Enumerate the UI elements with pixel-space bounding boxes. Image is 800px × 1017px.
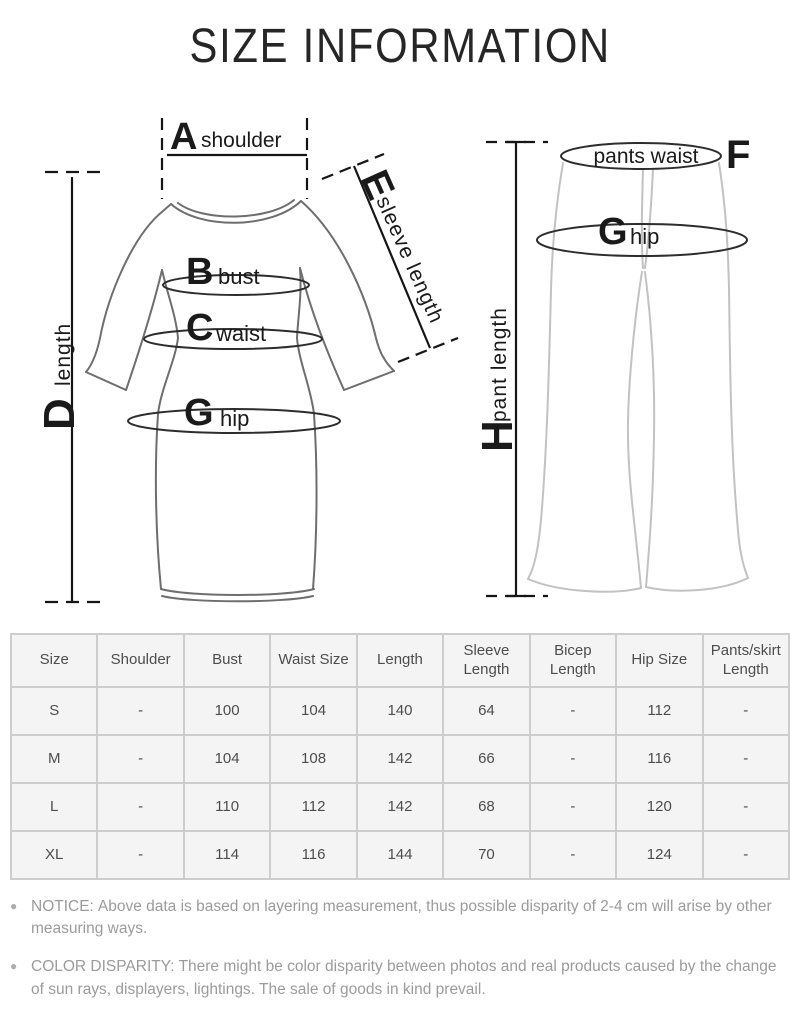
cell-size: S [11,687,97,735]
cell-sleeve: 64 [443,687,529,735]
cell-hip: 120 [616,783,702,831]
bust-label: bust [218,264,260,289]
cell-pants-skirt: - [703,831,790,879]
cell-hip: 112 [616,687,702,735]
col-header-size: Size [11,634,97,687]
cell-pants-skirt: - [703,783,790,831]
pants-waist-label: pants waist [593,145,699,168]
cell-bust: 110 [184,783,270,831]
cell-size: L [11,783,97,831]
col-header-pants-skirt-length: Pants/skirt Length [703,634,790,687]
bullet-icon: ● [10,899,18,913]
pants-labels [473,133,750,452]
pants-fly-right [645,169,653,268]
size-table-header-row [11,634,789,687]
cell-shoulder: - [97,687,183,735]
cell-bust: 100 [184,687,270,735]
dress-neckline-outer [171,201,301,223]
cell-waist: 112 [270,783,356,831]
cell-bust: 104 [184,735,270,783]
cell-hip: 124 [616,831,702,879]
pants-hip-letter: G [598,211,628,253]
dress-neckline-inner [178,200,294,217]
pants-sketch [528,143,748,592]
cell-length: 142 [357,735,443,783]
pants-right-hem [646,578,748,591]
waist-label: waist [216,321,267,346]
col-header-hip-size: Hip Size [616,634,702,687]
pant-length-letter: H [473,420,522,452]
length-label: length [52,322,75,386]
dress-hem-outer [161,589,314,595]
cell-bust: 114 [184,831,270,879]
col-header-waist-size: Waist Size [270,634,356,687]
notice-color-disparity [10,956,790,1001]
size-row-l [11,783,789,831]
cell-bicep: - [530,783,616,831]
page-title-text: SIZE INFORMATION [189,20,611,73]
notice-measurement [10,896,790,941]
notice-label: COLOR DISPARITY: [31,958,175,976]
cell-sleeve: 70 [443,831,529,879]
notice-text: There might be color disparity between photos and real products caused by the change of sun rays, displayers, lightings. The sale of goods in kind prevail. [31,958,777,998]
bust-letter: B [186,251,214,293]
cell-length: 142 [357,783,443,831]
notice-label: NOTICE: [31,898,94,915]
cell-shoulder: - [97,783,183,831]
cell-sleeve: 68 [443,783,529,831]
col-header-shoulder: Shoulder [97,634,183,687]
cell-size: M [11,735,97,783]
length-letter: D [35,398,84,430]
cell-sleeve: 66 [443,735,529,783]
cell-bicep: - [530,831,616,879]
cell-waist: 104 [270,687,356,735]
cell-size: XL [11,831,97,879]
cell-pants-skirt: - [703,687,790,735]
col-header-bicep-length: Bicep Length [530,634,616,687]
cell-waist: 116 [270,831,356,879]
pants-right-inner [645,272,654,587]
dress-left-cuff [86,372,126,390]
dress-hem-inner [162,596,313,601]
col-header-length: Length [357,634,443,687]
cell-bicep: - [530,735,616,783]
bullet-icon: ● [10,959,18,974]
dress-hip-label: hip [220,406,250,431]
cell-shoulder: - [97,735,183,783]
cell-waist: 108 [270,735,356,783]
pants-left-inner [628,272,642,588]
waist-letter: C [186,307,214,349]
notices-section [10,896,790,1001]
cell-hip: 116 [616,735,702,783]
pants-fly-left [642,169,643,268]
sleeve-label: sleeve length [371,192,449,327]
pants-waist-letter: F [726,133,751,177]
pant-length-label: pant length [488,307,511,422]
dress-labels [35,116,448,434]
pants-right-outer [719,163,748,578]
sleeve-letter: E [351,163,403,207]
size-diagram [0,100,800,631]
dress-right-sleeve-inner [300,268,344,390]
cell-shoulder: - [97,831,183,879]
pants-left-outer [528,163,563,579]
shoulder-label: shoulder [201,129,282,152]
dress-hip-letter: G [184,392,214,434]
pants-hip-label: hip [630,224,660,249]
dress-left-sleeve-inner [126,270,162,390]
size-table [10,633,790,880]
cell-length: 144 [357,831,443,879]
pants-left-hem [528,579,641,592]
size-row-xl [11,831,789,879]
page-title [0,0,800,100]
dress-sketch [86,200,394,601]
size-row-s [11,687,789,735]
notice-text: Above data is based on layering measurement, thus possible disparity of 2-4 cm will arise by other measuring ways. [31,898,772,938]
size-row-m [11,735,789,783]
cell-bicep: - [530,687,616,735]
cell-length: 140 [357,687,443,735]
col-header-bust: Bust [184,634,270,687]
col-header-sleeve-length: Sleeve Length [443,634,529,687]
cell-pants-skirt: - [703,735,790,783]
shoulder-letter: A [170,116,198,158]
dress-right-cuff [344,371,394,390]
